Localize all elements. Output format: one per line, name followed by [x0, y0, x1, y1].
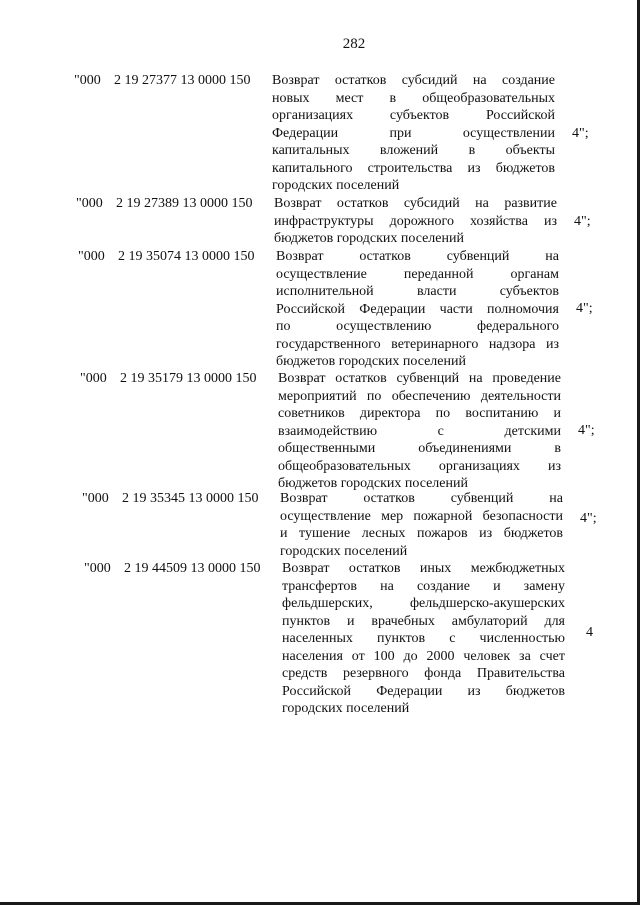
description-line: населенных пунктов с численностью	[282, 631, 565, 646]
description-line: и тушение лесных пожаров из бюджетов	[280, 526, 563, 541]
description-line: организациях субъектов Российской	[272, 108, 555, 123]
description-line: Возврат остатков субвенций на проведение	[278, 371, 561, 386]
description-line: инфраструктуры дорожного хозяйства из	[274, 213, 557, 229]
description-line: Российской Федерации части полномочия	[276, 301, 559, 317]
description-line: городских поселений	[282, 701, 410, 716]
row-description	[280, 490, 563, 560]
row-prefix: "000	[84, 561, 111, 576]
row-description	[274, 195, 557, 248]
row-prefix: "000	[76, 196, 103, 211]
description-line: Возврат остатков субвенций на	[276, 249, 559, 264]
budget-code: 2 19 35179 13 0000 150	[120, 371, 257, 386]
description-line: Возврат остатков субвенций на	[280, 491, 563, 506]
description-line: бюджетов городских поселений	[278, 476, 468, 491]
budget-code: 2 19 27377 13 0000 150	[114, 73, 251, 88]
description-line: общественными объединениями в	[278, 441, 561, 456]
description-line: Российской Федерации из бюджетов	[282, 683, 565, 699]
row-prefix: "000	[80, 371, 107, 386]
row-suffix: 4";	[574, 214, 591, 229]
row-prefix: "000	[78, 249, 105, 264]
row-description	[282, 560, 565, 718]
description-line: новых мест в общеобразовательных	[272, 90, 555, 106]
budget-code: 2 19 35345 13 0000 150	[122, 491, 259, 506]
description-line: капитальных вложений в объекты	[272, 143, 555, 158]
row-prefix: "000	[74, 73, 101, 88]
description-line: пунктов и врачебных амбулаторий для	[282, 613, 565, 629]
description-line: Возврат остатков иных межбюджетных	[282, 561, 565, 576]
description-line: бюджетов городских поселений	[276, 354, 466, 369]
budget-code: 2 19 44509 13 0000 150	[124, 561, 261, 576]
row-suffix: 4";	[576, 301, 593, 316]
budget-code: 2 19 27389 13 0000 150	[116, 196, 253, 211]
description-line: общеобразовательных организациях из	[278, 458, 561, 474]
row-description	[278, 370, 561, 493]
row-suffix: 4";	[578, 423, 595, 438]
description-line: осуществление мер пожарной безопасности	[280, 508, 563, 524]
description-line: Федерации при осуществлении	[272, 125, 555, 141]
description-line: населения от 100 до 2000 человек за счет	[282, 648, 565, 664]
description-line: исполнительной власти субъектов	[276, 284, 559, 299]
description-line: Возврат остатков субсидий на создание	[272, 73, 555, 88]
row-description	[276, 248, 559, 371]
description-line: городских поселений	[272, 178, 400, 193]
row-suffix: 4";	[580, 511, 597, 526]
description-line: фельдшерских, фельдшерско-акушерских	[282, 596, 565, 611]
row-suffix: 4	[586, 625, 593, 640]
description-line: средств резервного фонда Правительства	[282, 666, 565, 681]
description-line: капитального строительства из бюджетов	[272, 160, 555, 176]
budget-code: 2 19 35074 13 0000 150	[118, 249, 255, 264]
description-line: по осуществлению федерального	[276, 319, 559, 334]
description-line: мероприятий по обеспечению деятельности	[278, 388, 561, 404]
row-description	[272, 72, 555, 195]
description-line: трансфертов на создание и замену	[282, 578, 565, 594]
description-line: взаимодействию с детскими	[278, 423, 561, 439]
description-line: советников директора по воспитанию и	[278, 406, 561, 421]
row-prefix: "000	[82, 491, 109, 506]
row-suffix: 4";	[572, 126, 589, 141]
description-line: бюджетов городских поселений	[274, 231, 464, 246]
description-line: осуществление переданной органам	[276, 266, 559, 282]
description-line: городских поселений	[280, 543, 408, 559]
description-line: Возврат остатков субсидий на развитие	[274, 196, 557, 211]
description-line: государственного ветеринарного надзора из	[276, 336, 559, 352]
page-number: 282	[342, 36, 366, 52]
